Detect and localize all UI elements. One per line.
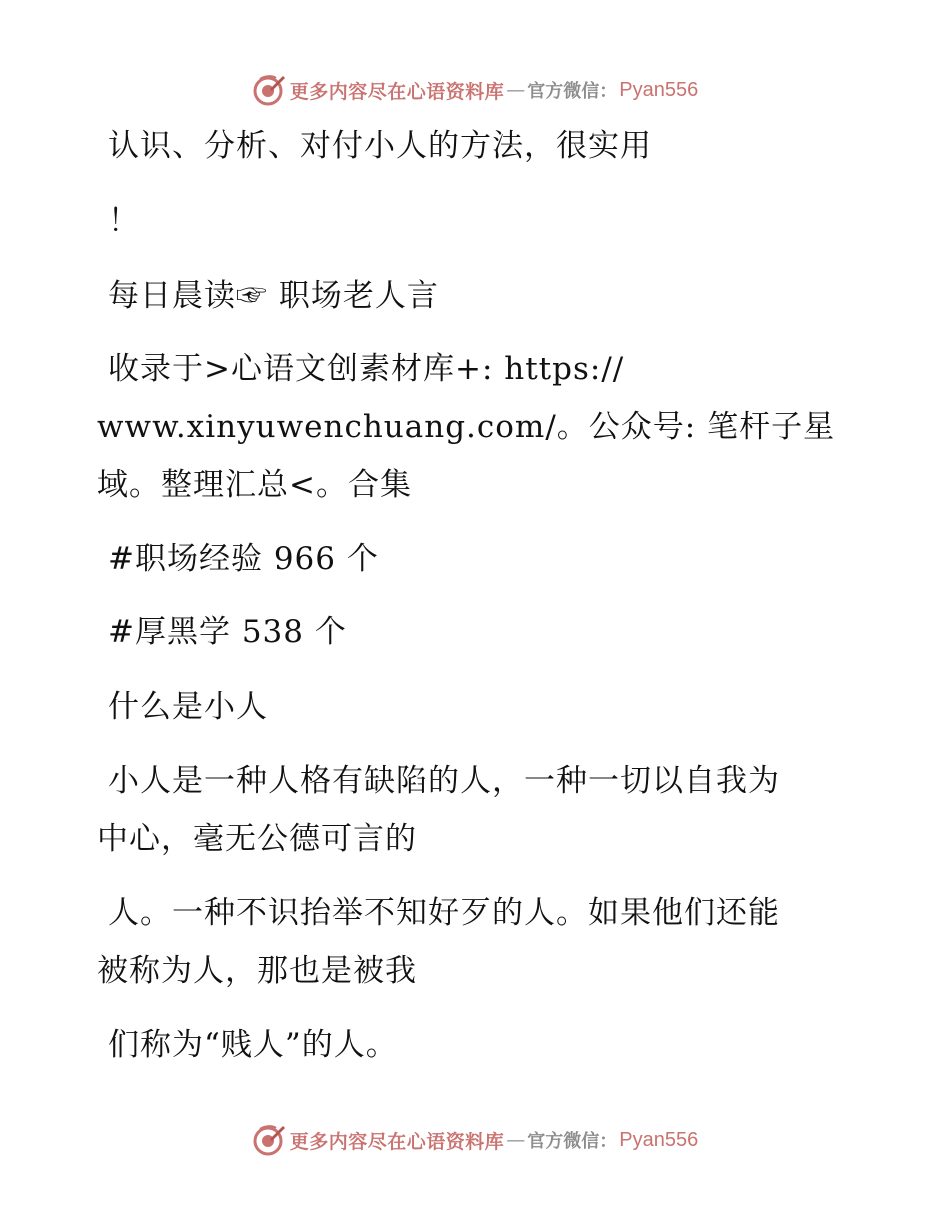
pen-circle-logo-icon [252, 1123, 286, 1157]
paragraph-1-line-2: 中心，毫无公德可言的 [97, 821, 417, 857]
header-dash: — [506, 79, 526, 101]
footer-dash: — [506, 1129, 526, 1151]
doc-title-continuation: ！ [108, 203, 140, 239]
footer-wechat-id: Pyan556 [619, 1128, 699, 1151]
tag-houheixue: #厚黑学 538 个 [108, 614, 347, 650]
header-wechat-id: Pyan556 [619, 78, 699, 101]
header-wechat-label: 官方微信： [527, 81, 618, 102]
doc-title: 认识、分析、对付小人的方法，很实用 [108, 128, 652, 164]
paragraph-3-line-1: 们称为“贱人”的人。 [108, 1027, 398, 1063]
header-brand-text: 更多内容尽在心语资料库 [289, 80, 505, 103]
paragraph-2-line-1: 人。一种不识抬举不知好歹的人。如果他们还能 [108, 895, 780, 931]
collection-line-2: www.xinyuwenchuang.com/。公众号: 笔杆子星 [97, 409, 836, 445]
pen-circle-logo-icon [252, 73, 286, 107]
collection-line-1: 收录于>心语文创素材库+: https:// [108, 351, 625, 387]
tag-workplace: #职场经验 966 个 [108, 541, 379, 577]
footer-wechat-label: 官方微信： [527, 1131, 618, 1152]
footer-banner [0, 1120, 950, 1160]
paragraph-2-line-2: 被称为人，那也是被我 [97, 953, 417, 989]
header-banner [0, 70, 950, 110]
collection-line-3: 域。整理汇总<。合集 [97, 467, 412, 503]
footer-brand-text: 更多内容尽在心语资料库 [289, 1130, 505, 1153]
paragraph-1-line-1: 小人是一种人格有缺陷的人，一种一切以自我为 [108, 763, 780, 799]
column-name: 每日晨读☞ 职场老人言 [108, 278, 439, 314]
section-heading: 什么是小人 [108, 689, 268, 725]
